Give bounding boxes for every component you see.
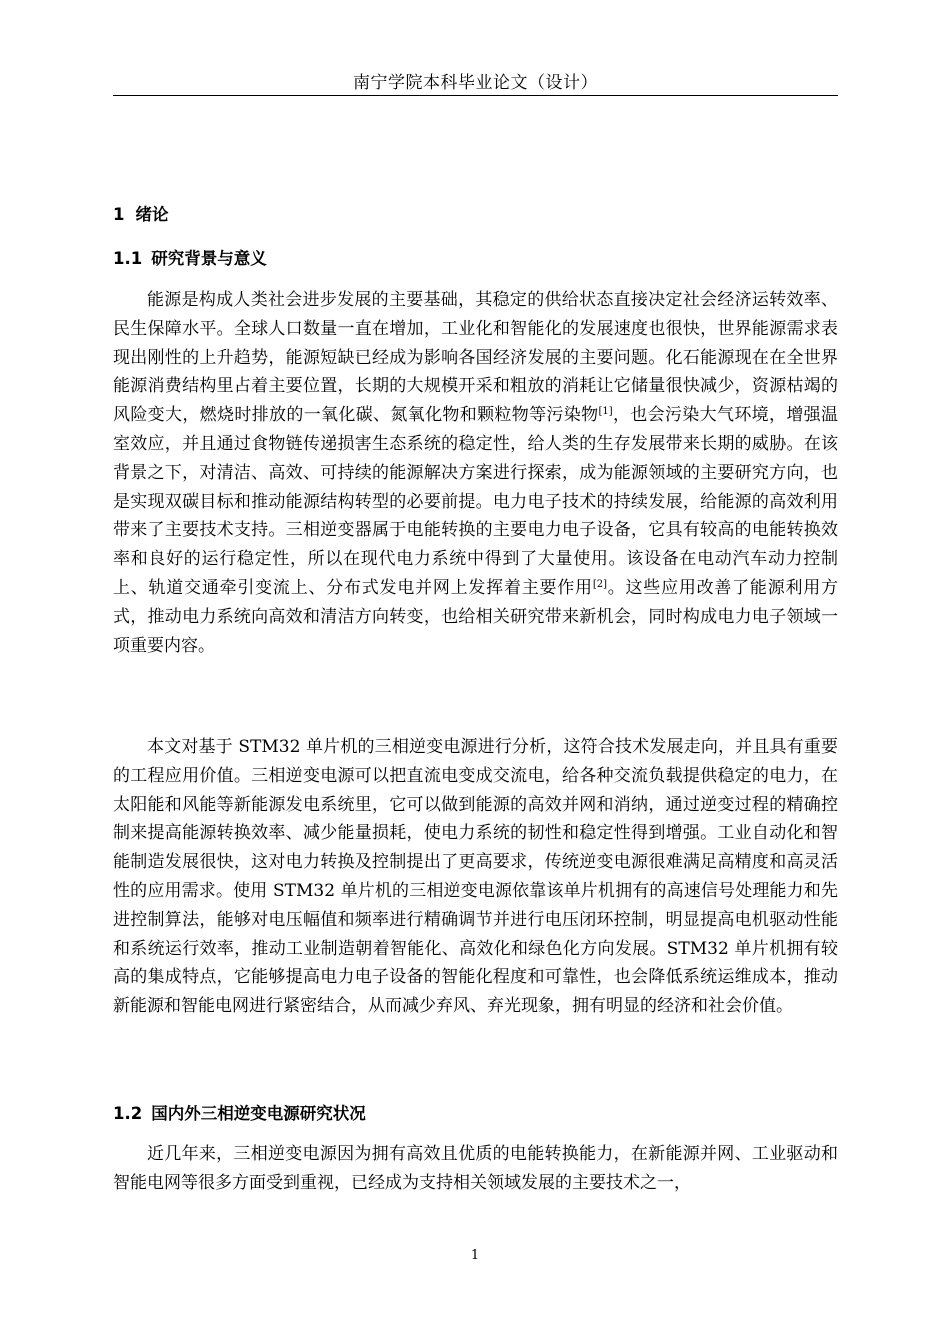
section-number: 1.2 <box>113 1104 143 1123</box>
section-title: 国内外三相逆变电源研究状况 <box>151 1104 366 1123</box>
chapter-title: 绪论 <box>135 205 169 224</box>
body-paragraph-3: 近几年来，三相逆变电源因为拥有高效且优质的电能转换能力，在新能源并网、工业驱动和智能电网等很多方面受到重视，已经成为支持相关领域发展的主要技术之一， <box>113 1144 838 1193</box>
section-title: 研究背景与意义 <box>151 249 267 268</box>
chapter-heading <box>113 201 168 225</box>
citation-ref: [1] <box>598 406 613 418</box>
running-header: 南宁学院本科毕业论文（设计） <box>353 73 598 93</box>
header-rule <box>113 95 838 96</box>
citation-ref: [2] <box>592 578 607 590</box>
body-paragraph-2: 本文对基于 STM32 单片机的三相逆变电源进行分析，这符合技术发展走向，并且具有重要的工程应用价值。三相逆变电源可以把直流电变成交流电，给各种交流负载提供稳定的电力，在太阳能和风能等新能源发电系统里，它可以做到能源的高效并网和消纳，通过逆变过程的精确控制来提高能源转换效率、减少能量损耗，使电力系统的韧性和稳定性得到增强。工业自动化和智能制造发展很快，这对电力转换及控制提出了更高要求，传统逆变电源很难满足高精度和高灵活性的应用需求。使用 STM32 单片机的三相逆变电源依靠该单片机拥有的高速信号处理能力和先进控制算法，能够对电压幅值和频率进行精确调节并进行电压闭环控制，明显提高电机驱动性能和系统运行效率，推动工业制造朝着智能化、高效化和绿色化方向发展。STM32 单片机拥有较高的集成特点，它能够提高电力电子设备的智能化程度和可靠性，也会降低系统运维成本，推动新能源和智能电网进行紧密结合，从而减少弃风、弃光现象，拥有明显的经济和社会价值。 <box>113 737 838 1017</box>
section-heading-1-2 <box>113 1100 366 1124</box>
paragraph-text: ，也会污染大气环境，增强温室效应，并且通过食物链传递损害生态系统的稳定性，给人类的生存发展带来长期的威胁。在该背景之下，对清洁、高效、可持续的能源解决方案进行探索，成为能源领域的主要研究方向，也是实现双碳目标和推动能源结构转型的必要前提。电力电子技术的持续发展，给能源的高效利用带来了主要技术支持。三相逆变器属于电能转换的主要电力电子设备，它具有较高的电能转换效率和良好的运行稳定性，所以在现代电力系统中得到了大量使用。该设备在电动汽车动力控制上、轨道交通牵引变流上、分布式发电并网上发挥着主要作用 <box>113 405 839 598</box>
page-number: 1 <box>470 1248 480 1263</box>
body-paragraph-1 <box>113 286 838 660</box>
section-number: 1.1 <box>113 249 143 268</box>
paragraph-text: 能源是构成人类社会进步发展的主要基础，其稳定的供给状态直接决定社会经济运转效率、民生保障水平。全球人口数量一直在增加，工业化和智能化的发展速度也很快，世界能源需求表现出刚性的上升趋势，能源短缺已经成为影响各国经济发展的主要问题。化石能源现在在全世界能源消费结构里占着主要位置，长期的大规模开采和粗放的消耗让它储量很快减少，资源枯竭的风险变大，燃烧时排放的一氧化碳、氮氧化物和颗粒物等污染物 <box>113 290 838 426</box>
paragraph-text: 。这些应用改善了能源利用方式，推动电力系统向高效和清洁方向转变，也给相关研究带来新机会，同时构成电力电子领域一项重要内容。 <box>113 577 839 656</box>
section-heading-1-1 <box>113 245 267 269</box>
chapter-number: 1 <box>113 205 125 224</box>
